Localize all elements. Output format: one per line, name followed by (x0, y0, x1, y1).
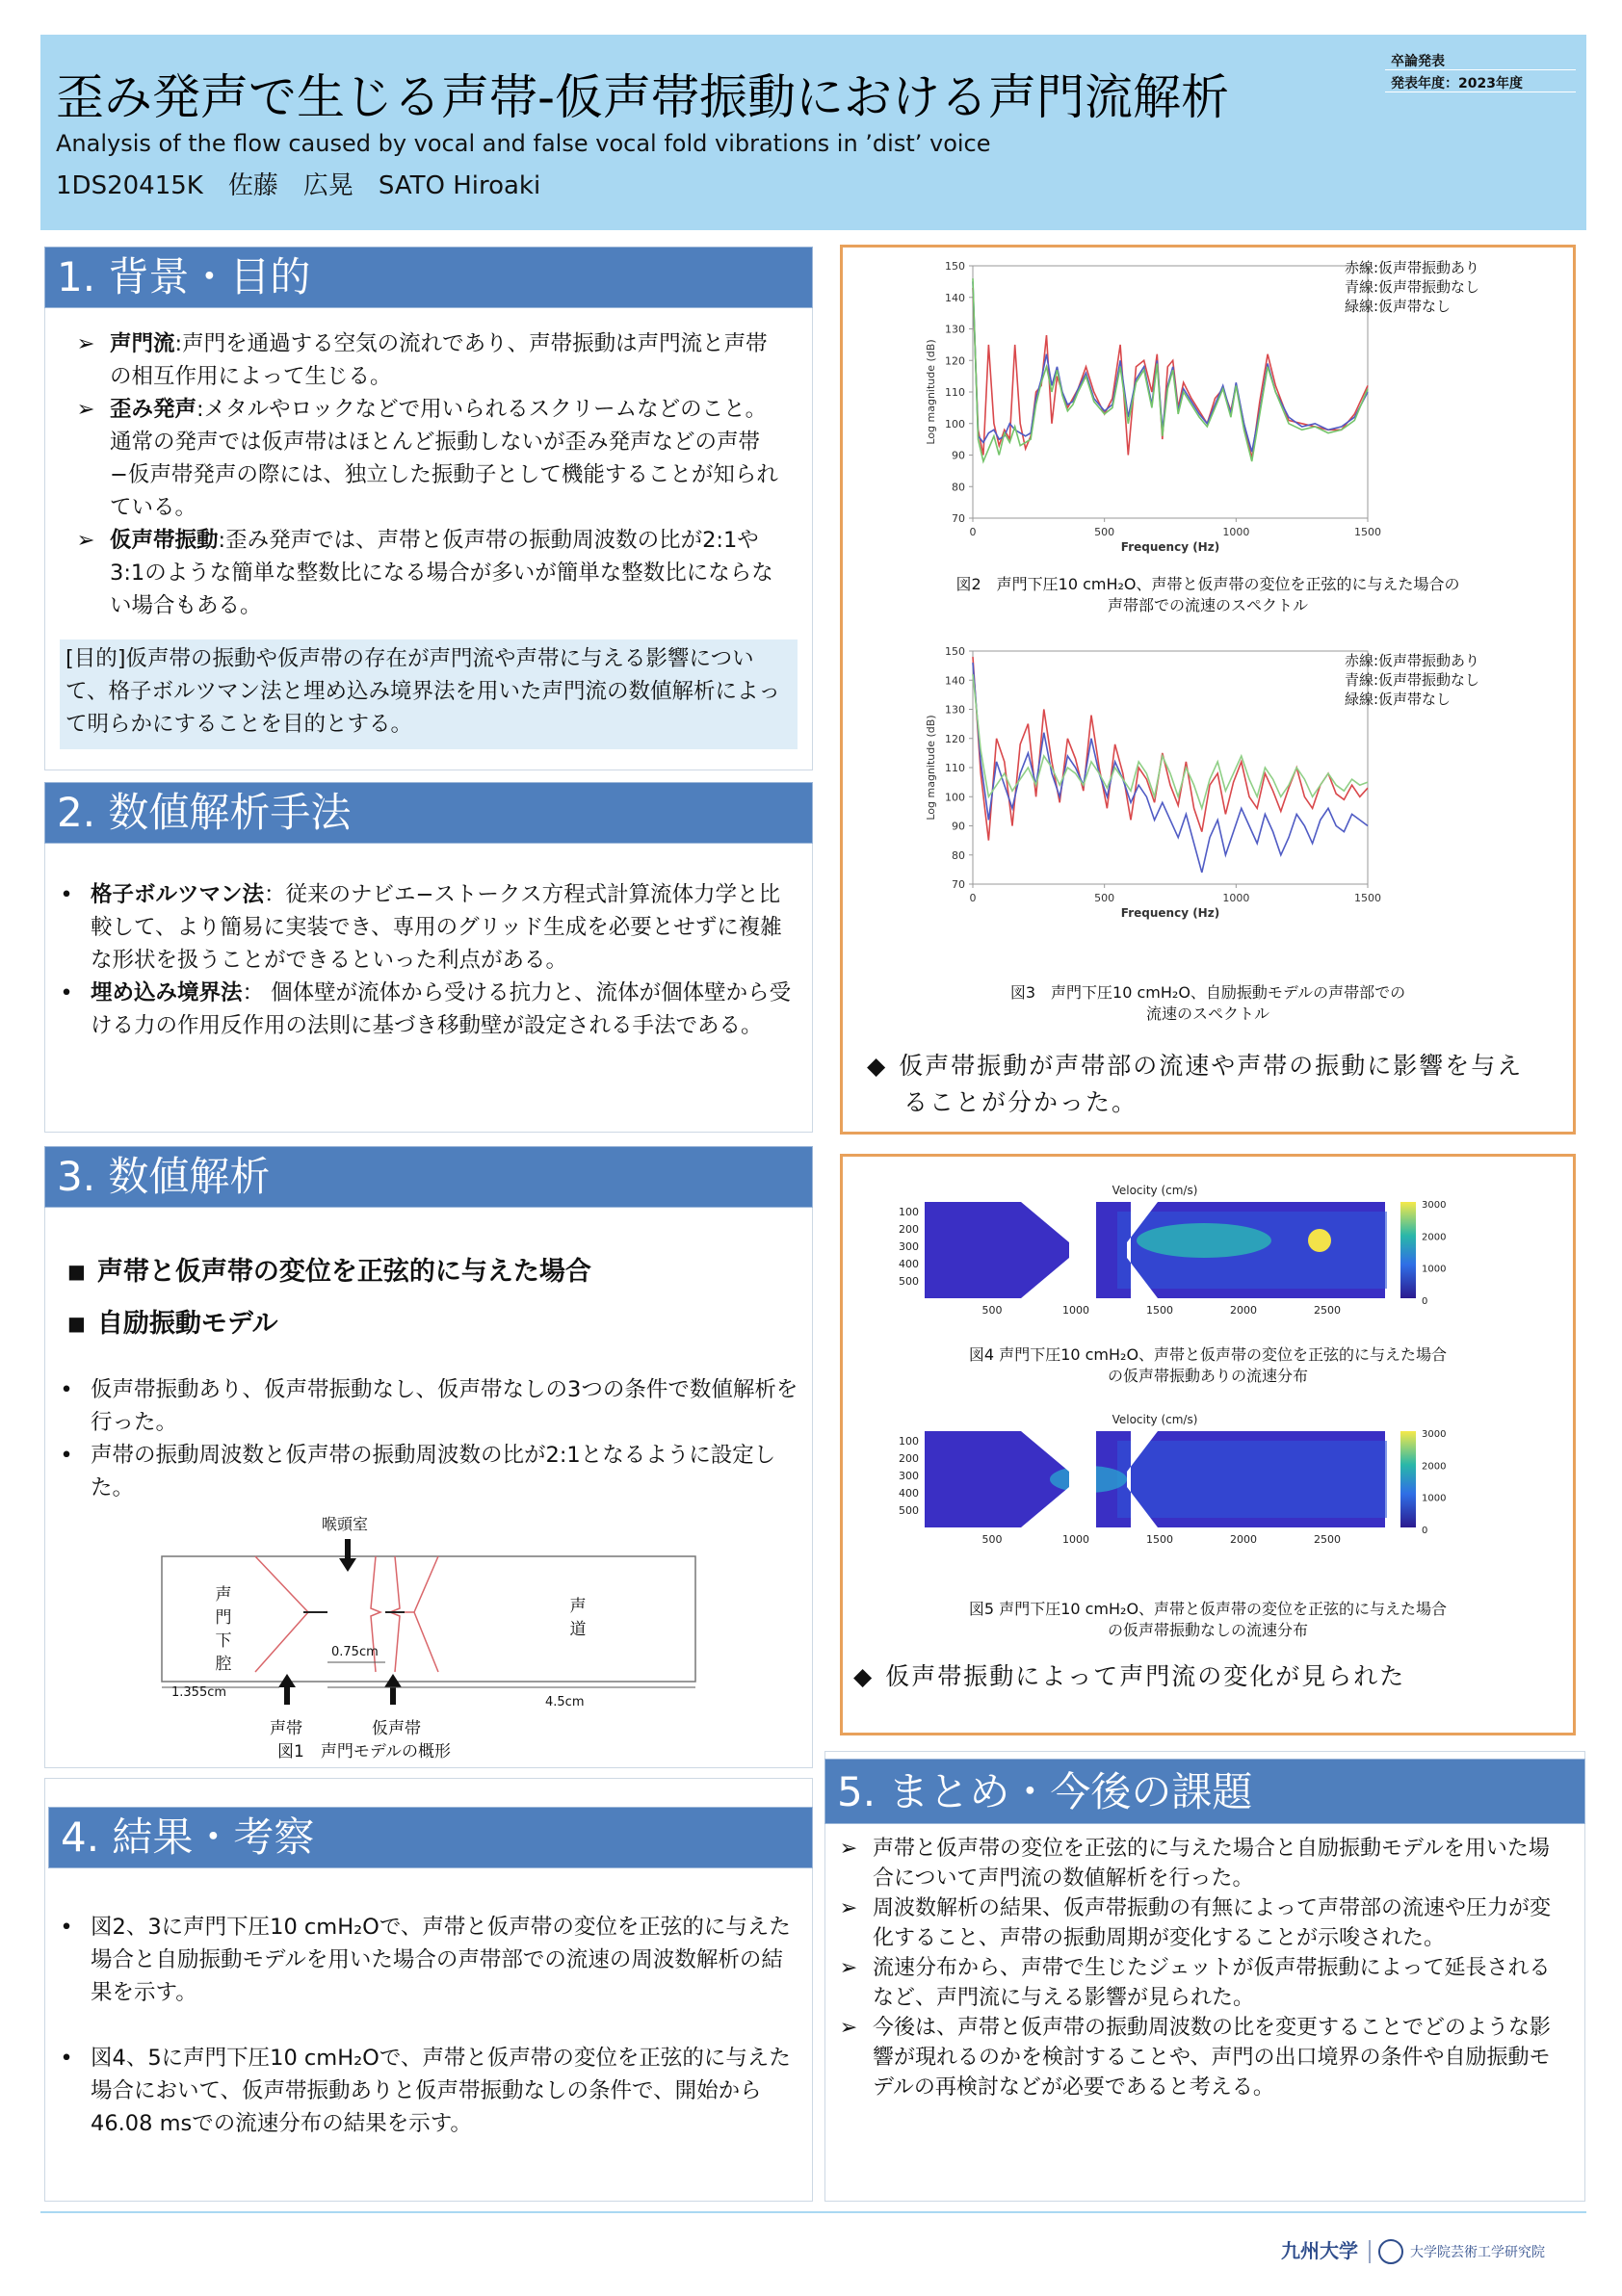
list-item: • 声帯の振動周波数と仮声帯の振動周波数の比が2:1となるように設定した。 (48, 1439, 799, 1504)
list-item: ➢ 周波数解析の結果、仮声帯振動の有無によって声帯部の流速や圧力が変化すること、声帯の振動周期が変化することが示唆された。 (830, 1893, 1562, 1953)
velocity-field-fig5 (876, 1410, 1483, 1554)
y-tick-label: 400 (899, 1487, 919, 1500)
section-title-background: 1. 背景・目的 (44, 247, 813, 308)
section-title-summary: 5. まとめ・今後の課題 (824, 1759, 1585, 1824)
x-tick-label: 0 (969, 526, 977, 538)
colorbar-tick-label: 3000 (1422, 1200, 1447, 1211)
x-tick-label: 500 (1094, 526, 1115, 538)
series-line-2 (973, 278, 1368, 461)
colorbar-tick-label: 2000 (1422, 1461, 1447, 1473)
case-sinusoidal: ■ 声帯と仮声帯の変位を正弦的に与えた場合 (67, 1252, 591, 1292)
velocity-title: Velocity (cm/s) (1112, 1413, 1198, 1426)
series-line-1 (973, 663, 1368, 873)
series-line-0 (973, 657, 1368, 841)
svg-text:九州大学: 九州大学 (1281, 2239, 1358, 2262)
fig2-caption: 図2 声門下圧10 cmH₂O、声帯と仮声帯の変位を正弦的に与えた場合の 声帯部での流速のスペクトル (955, 575, 1460, 614)
fig5-caption: 図5 声門下圧10 cmH₂O、声帯と仮声帯の変位を正弦的に与えた場合 の仮声帯振動なしの流速分布 (968, 1600, 1448, 1639)
summary-list (830, 1834, 1562, 2102)
list-item: • 格子ボルツマン法：従来のナビエ−ストークス方程式計算流体力学と比較して、より簡易に実装でき、専用のグリッド生成を必要とせずに複雑な形状を扱うことができるといった利点がある。 (48, 878, 799, 977)
results-list (48, 1911, 799, 2140)
fig3-caption: 図3 声門下圧10 cmH₂O、自励振動モデルの声帯部での 流速のスペクトル (1009, 983, 1406, 1023)
colorbar-tick-label: 1000 (1422, 1493, 1447, 1504)
y-tick-label: 130 (945, 323, 965, 336)
y-tick-label: 100 (899, 1206, 919, 1218)
fig1-left-label: 声門下腔 (215, 1585, 232, 1674)
y-tick-label: 500 (899, 1504, 919, 1517)
plot-frame (973, 266, 1368, 518)
y-tick-label: 90 (952, 820, 965, 833)
legend-red: 赤線:仮声帯振動あり (1345, 259, 1480, 276)
meta-type: 卒論発表 (1385, 48, 1576, 70)
x-tick-label: 2500 (1314, 1533, 1341, 1546)
x-tick-label: 1500 (1354, 892, 1381, 904)
list-item: ➢ 今後は、声帯と仮声帯の振動周波数の比を変更することでどのような影響が現れるのかを検討することや、声門の出口境界の条件や自励振動モデルの再検討などが必要であると考える。 (830, 2013, 1562, 2102)
footer-rule (40, 2211, 1586, 2213)
y-tick-label: 150 (945, 645, 965, 658)
y-tick-label: 120 (945, 732, 965, 745)
case-self-oscillation: ■ 自励振動モデル (67, 1304, 278, 1344)
y-tick-label: 200 (899, 1223, 919, 1236)
velocity-field-fig4 (876, 1181, 1483, 1325)
velocity-hotspot (1308, 1229, 1331, 1252)
velocity-wake (1117, 1441, 1387, 1518)
x-tick-label: 500 (981, 1304, 1003, 1317)
list-item: • 図2、3に声門下圧10 cmH₂Oで、声帯と仮声帯の変位を正弦的に与えた場合と自励振動モデルを用いた場合の声帯部での流速の周波数解析の結果を示す。 (48, 1911, 799, 2009)
x-tick-label: 2500 (1314, 1304, 1341, 1317)
x-axis-label: Frequency (Hz) (1120, 540, 1220, 554)
y-tick-label: 100 (945, 791, 965, 804)
fig4-caption: 図4 声門下圧10 cmH₂O、声帯と仮声帯の変位を正弦的に与えた場合 の仮声帯振動ありの流速分布 (968, 1345, 1448, 1385)
legend-blue: 青線:仮声帯振動なし (1345, 278, 1480, 296)
svg-text:大学院芸術工学研究院: 大学院芸術工学研究院 (1410, 2245, 1545, 2260)
header-banner (40, 35, 1586, 230)
section-title-methods: 2. 数値解析手法 (44, 782, 813, 844)
finding-1: ◆ 仮声帯振動が声帯部の流速や声帯の振動に影響を与えることが分かった。 (867, 1048, 1541, 1121)
list-item: • 仮声帯振動あり、仮声帯振動なし、仮声帯なしの3つの条件で数値解析を行った。 (48, 1373, 799, 1439)
y-tick-label: 100 (945, 417, 965, 430)
meta-box (1385, 48, 1576, 92)
x-tick-label: 1000 (1222, 526, 1250, 538)
colorbar-tick-label: 0 (1422, 1526, 1428, 1536)
analysis-list (48, 1373, 799, 1504)
fig1-right-dimension: 4.5cm (545, 1695, 585, 1709)
y-tick-label: 300 (899, 1470, 919, 1482)
y-tick-label: 130 (945, 703, 965, 717)
poster-title: 歪み発声で生じる声帯-仮声帯振動における声門流解析 (56, 69, 1230, 125)
y-tick-label: 400 (899, 1258, 919, 1270)
y-tick-label: 70 (952, 878, 965, 891)
x-tick-label: 1500 (1354, 526, 1381, 538)
y-tick-label: 150 (945, 260, 965, 273)
x-tick-label: 2000 (1230, 1533, 1257, 1546)
y-tick-label: 300 (899, 1240, 919, 1253)
y-tick-label: 90 (952, 449, 965, 462)
y-tick-label: 120 (945, 354, 965, 368)
list-item: ➢ 仮声帯振動:歪み発声では、声帯と仮声帯の振動周波数の比が2:1や3:1のような簡単な整数比になる場合が多いが簡単な整数比にならない場合もある。 (67, 524, 780, 622)
legend-red: 赤線:仮声帯振動あり (1345, 652, 1480, 669)
series-line-2 (973, 674, 1368, 808)
meta-year: 発表年度：2023年度 (1385, 70, 1576, 92)
legend-blue: 青線:仮声帯振動なし (1345, 671, 1480, 689)
fig3-legend (1345, 651, 1479, 709)
fig2-legend (1345, 258, 1479, 316)
glottis-model-figure (154, 1533, 732, 1726)
section-title-results: 4. 結果・考察 (48, 1807, 813, 1868)
x-tick-label: 1500 (1146, 1533, 1173, 1546)
finding-2: ◆ 仮声帯振動によって声門流の変化が見られた (853, 1658, 1405, 1695)
list-item: ➢ 声門流:声門を通過する空気の流れであり、声帯振動は声門流と声帯の相互作用によって生じる。 (67, 327, 780, 393)
x-tick-label: 1500 (1146, 1304, 1173, 1317)
y-tick-label: 110 (945, 762, 965, 774)
list-item: ➢ 流速分布から、声帯で生じたジェットが仮声帯振動によって延長されるなど、声門流に与える影響が見られた。 (830, 1953, 1562, 2013)
x-tick-label: 2000 (1230, 1304, 1257, 1317)
list-item: ➢ 声帯と仮声帯の変位を正弦的に与えた場合と自励振動モデルを用いた場合について声門流の数値解析を行った。 (830, 1834, 1562, 1893)
x-axis-label: Frequency (Hz) (1120, 906, 1220, 920)
fig1-right-label: 声道 (569, 1597, 587, 1639)
background-list (67, 327, 780, 622)
section-title-analysis: 3. 数値解析 (44, 1146, 813, 1208)
fig1-gap-dimension: 0.75cm (331, 1645, 379, 1659)
y-tick-label: 70 (952, 512, 965, 525)
x-tick-label: 1000 (1062, 1533, 1089, 1546)
x-tick-label: 0 (969, 892, 977, 904)
y-tick-label: 140 (945, 674, 965, 688)
fig1-top-label: 喉頭室 (322, 1515, 369, 1533)
poster-subtitle: Analysis of the flow caused by vocal and false vocal fold vibrations in ’dist’ voice (56, 130, 991, 157)
velocity-jet (1137, 1223, 1271, 1258)
list-item: ➢ 歪み発声:メタルやロックなどで用いられるスクリームなどのこと。通常の発声では仮声帯はほとんど振動しないが歪み発声などの声帯−仮声帯発声の際には、独立した振動子として機能することが知られている。 (67, 393, 780, 524)
fig1-left-dimension: 1.355cm (171, 1685, 227, 1700)
fig1-false-vocal-fold-label: 仮声帯 (372, 1719, 421, 1738)
y-axis-label: Log magnitude (dB) (925, 339, 937, 445)
velocity-title: Velocity (cm/s) (1112, 1184, 1198, 1197)
y-tick-label: 500 (899, 1275, 919, 1288)
x-tick-label: 500 (981, 1533, 1003, 1546)
x-tick-label: 1000 (1222, 892, 1250, 904)
colorbar-tick-label: 2000 (1422, 1232, 1447, 1243)
university-logo (1281, 2232, 1589, 2271)
author-line: 1DS20415K 佐藤 広晃 SATO Hiroaki (56, 171, 541, 200)
fig1-caption: 図1 声門モデルの概形 (277, 1742, 451, 1761)
colorbar (1400, 1202, 1416, 1298)
y-tick-label: 140 (945, 291, 965, 304)
y-tick-label: 110 (945, 386, 965, 399)
list-item: • 図4、5に声門下圧10 cmH₂Oで、声帯と仮声帯の変位を正弦的に与えた場合において、仮声帯振動ありと仮声帯振動なしの条件で、開始から46.08 msでの流速分布の結果を示す。 (48, 2042, 799, 2140)
fig1-vocal-fold-label: 声帯 (270, 1719, 302, 1738)
y-tick-label: 100 (899, 1435, 919, 1448)
list-item: • 埋め込み境界法： 個体壁が流体から受ける抗力と、流体が個体壁から受ける力の作用反作用の法則に基づき移動壁が設定される手法である。 (48, 977, 799, 1042)
colorbar-tick-label: 0 (1422, 1296, 1428, 1307)
legend-green: 緑線:仮声帯なし (1345, 298, 1452, 315)
purpose-box: [目的]仮声帯の振動や仮声帯の存在が声門流や声帯に与える影響について、格子ボルツマン法と埋め込み境界法を用いた声門流の数値解析によって明らかにすることを目的とする。 (60, 639, 798, 749)
y-axis-label: Log magnitude (dB) (925, 715, 937, 821)
y-tick-label: 80 (952, 848, 965, 862)
x-tick-label: 1000 (1062, 1304, 1089, 1317)
colorbar-tick-label: 1000 (1422, 1264, 1447, 1275)
colorbar (1400, 1431, 1416, 1527)
colorbar-tick-label: 3000 (1422, 1429, 1447, 1440)
x-tick-label: 500 (1094, 892, 1115, 904)
y-tick-label: 80 (952, 481, 965, 494)
y-tick-label: 200 (899, 1452, 919, 1465)
methods-list (48, 878, 799, 1042)
legend-green: 緑線:仮声帯なし (1345, 691, 1452, 708)
